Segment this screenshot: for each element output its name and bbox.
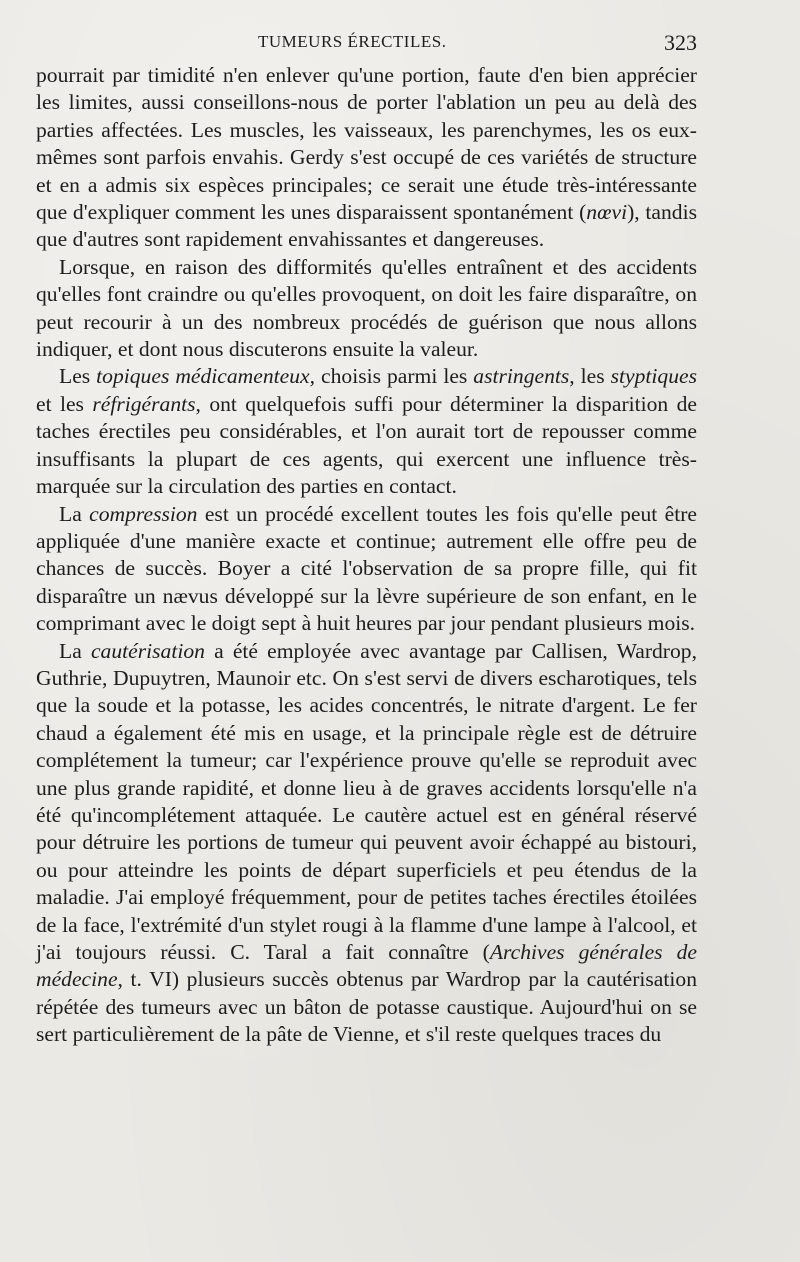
text-segment: La	[59, 501, 90, 526]
italic-text-segment: topiques médicamenteux,	[96, 364, 316, 389]
italic-text-segment: réfrigérants	[92, 391, 196, 416]
text-segment: , t. VI) plusieurs succès obtenus par Wardrop par la cautérisation répétée des tumeurs avec un bâton de potasse caustique. Aujourd'hui on se sert particulièrement de la pâte de Vienne, et s'il reste quelques traces du	[36, 967, 697, 1047]
text-segment: pourrait par timidité n'en enlever qu'une portion, faute d'en bien apprécier les limites, aussi conseillons-nous de porter l'ablation un peu au delà des parties affectées. Les muscles, les vaisseaux, les parenchymes, les os eux-mêmes sont parfois envahis. Gerdy s'est occupé de ces variétés de structure et en a admis six espèces principales; ce serait une étude très-intéressante que d'expliquer comment les unes disparaissent spontanément (	[36, 63, 697, 225]
paragraph-4	[36, 501, 697, 638]
paragraph-3	[36, 363, 697, 500]
text-segment: , les	[569, 364, 611, 389]
text-segment: choisis parmi les	[315, 364, 474, 389]
italic-text-segment: compression	[89, 501, 198, 526]
paragraph-2	[36, 254, 697, 364]
text-segment: ), tandis que d'autres sont rapidement envahissantes et dangereuses.	[36, 200, 697, 252]
paragraph-5	[36, 638, 697, 1049]
text-segment: et les	[36, 391, 93, 416]
body-text	[36, 62, 697, 1049]
italic-text-segment: Archives générales de médecine	[36, 940, 697, 992]
paragraph-1	[36, 62, 697, 254]
running-head	[36, 30, 697, 60]
italic-text-segment: cautérisation	[90, 638, 205, 663]
text-segment: Les	[59, 364, 97, 389]
text-segment: a été employée avec avantage par Callisen, Wardrop, Guthrie, Dupuytren, Maunoir etc. On s'est servi de divers escharotiques, tels que la soude et la potasse, les acides concentrés, le nitrate d'argent. Le fer chaud a également été mis en usage, et la principale règle est de détruire complétement la tumeur; car l'expérience prouve qu'elle se reproduit avec une plus grande rapidité, et donne lieu à de graves accidents lorsqu'elle n'a été qu'incomplétement attaquée. Le cautère actuel est en général réservé pour détruire les portions de tumeur qui peuvent avoir échappé au bistouri, ou pour atteindre les points de départ superficiels et peu étendus de la maladie. J'ai employé fréquemment, pour de petites taches érectiles étoilées de la face, l'extrémité d'un stylet rougi à la flamme d'une lampe à l'alcool, et j'ai toujours réussi. C. Taral a fait connaître (	[36, 638, 697, 964]
italic-text-segment: styptiques	[610, 364, 698, 389]
text-segment: Lorsque, en raison des difformités qu'elles entraînent et des accidents qu'elles font craindre ou qu'elles provoquent, on doit les faire disparaître, on peut recourir à un des nombreux procédés de guérison que nous allons indiquer, et dont nous discuterons ensuite la valeur.	[36, 254, 697, 362]
text-segment: est un procédé excellent toutes les fois qu'elle peut être appliquée d'une manière exacte et continue; autrement elle offre peu de chances de succès. Boyer a cité l'observation de sa propre fille, qui fit disparaître un nævus développé sur la lèvre supérieure de son enfant, en le comprimant avec le doigt sept à huit heures par jour pendant plusieurs mois.	[36, 501, 697, 636]
italic-text-segment: nœvi	[586, 200, 628, 225]
text-segment: La	[59, 638, 91, 663]
running-title: TUMEURS ÉRECTILES.	[258, 32, 447, 51]
text-segment: , ont quelquefois suffi pour déterminer la disparition de taches érectiles peu considérables, et l'on aurait tort de repousser comme insuffisants la plupart de ces agents, qui exercent une influence très-marquée sur la circulation des parties en contact.	[36, 391, 697, 499]
italic-text-segment: astringents	[473, 364, 570, 389]
page-number: 323	[664, 30, 697, 55]
